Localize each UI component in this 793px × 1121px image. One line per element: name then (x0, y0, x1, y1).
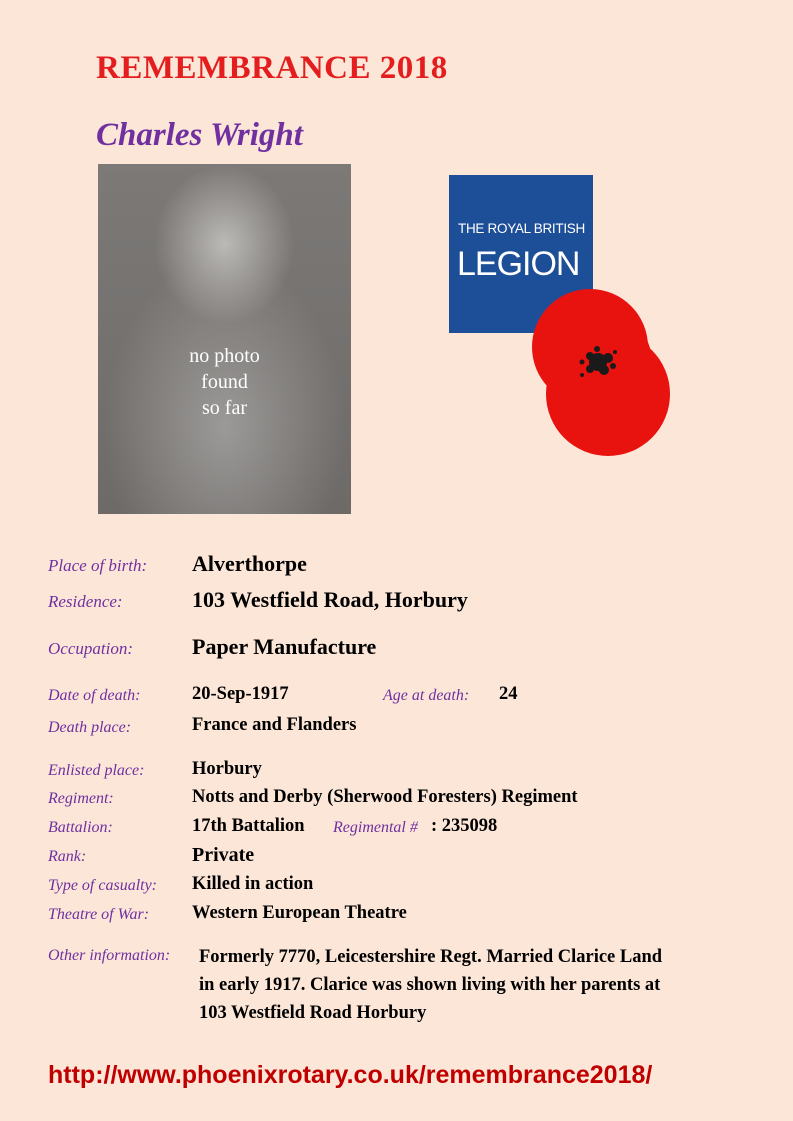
occupation-value: Paper Manufacture (192, 634, 377, 659)
poppy-icon (520, 282, 685, 457)
age-at-death-label: Age at death: (383, 687, 470, 704)
death-place-label: Death place: (48, 719, 132, 736)
regiment-value: Notts and Derby (Sherwood Foresters) Regiment (192, 787, 578, 807)
photo-placeholder-text (98, 343, 351, 421)
other-information-value (199, 943, 759, 1027)
other-information-line: Formerly 7770, Leicestershire Regt. Married Clarice Land (199, 947, 663, 967)
battalion-value: 17th Battalion (192, 816, 305, 836)
type-of-casualty-label: Type of casualty: (48, 877, 158, 894)
regimental-number-value: : 235098 (431, 816, 498, 836)
other-information-line: 103 Westfield Road Horbury (199, 1003, 427, 1023)
theatre-of-war-value: Western European Theatre (192, 903, 407, 923)
other-information-label: Other information: (48, 947, 171, 964)
battalion-label: Battalion: (48, 819, 113, 836)
photo-text-line: so far (202, 397, 247, 419)
regiment-label: Regiment: (48, 790, 114, 807)
death-place-value: France and Flanders (192, 715, 357, 735)
regimental-number-label: Regimental # (333, 819, 418, 836)
place-of-birth-value: Alverthorpe (192, 551, 307, 576)
logo-line-1: THE ROYAL BRITISH (458, 221, 585, 236)
residence-label: Residence: (48, 592, 123, 611)
date-of-death-value: 20-Sep-1917 (192, 684, 289, 704)
photo-placeholder (98, 164, 351, 514)
rank-label: Rank: (48, 848, 87, 865)
theatre-of-war-label: Theatre of War: (48, 906, 150, 923)
date-of-death-label: Date of death: (48, 687, 141, 704)
residence-value: 103 Westfield Road, Horbury (192, 587, 468, 612)
type-of-casualty-value: Killed in action (192, 874, 314, 894)
website-link[interactable]: http://www.phoenixrotary.co.uk/remembrance2018/ (48, 1061, 653, 1089)
person-name: Charles Wright (96, 117, 303, 153)
page-title: REMEMBRANCE 2018 (96, 50, 448, 86)
photo-text-line: no photo (189, 345, 260, 367)
other-information-line: in early 1917. Clarice was shown living with her parents at (199, 975, 661, 995)
place-of-birth-label: Place of birth: (48, 556, 148, 575)
occupation-label: Occupation: (48, 639, 133, 658)
rank-value: Private (192, 844, 255, 866)
enlisted-place-label: Enlisted place: (48, 762, 145, 779)
age-at-death-value: 24 (499, 684, 518, 704)
enlisted-place-value: Horbury (192, 759, 262, 779)
logo-line-2: LEGION (457, 245, 580, 283)
photo-text-line: found (201, 371, 248, 393)
